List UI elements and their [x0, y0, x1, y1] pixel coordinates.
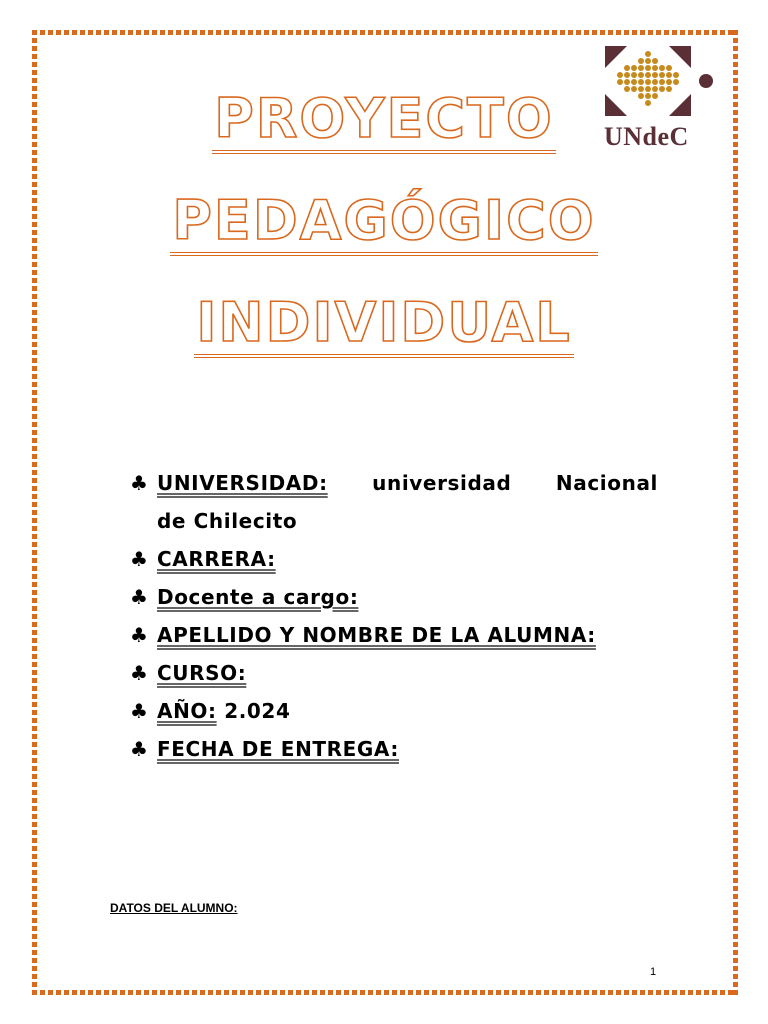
club-bullet-icon: ♣ — [130, 699, 149, 723]
docente-label: Docente a cargo: — [157, 585, 359, 609]
list-item-curso — [130, 654, 658, 692]
list-item-universidad — [130, 464, 658, 540]
universidad-value-line-2: de Chilecito — [157, 509, 298, 533]
universidad-value-word-2: Nacional — [555, 471, 658, 495]
datos-alumno-heading: DATOS DEL ALUMNO: — [110, 901, 238, 915]
title-line-2: PEDAGÓGICO — [0, 194, 768, 256]
club-bullet-icon: ♣ — [130, 737, 149, 761]
alumna-label: APELLIDO Y NOMBRE DE LA ALUMNA: — [157, 623, 596, 647]
info-list — [130, 464, 658, 768]
curso-label: CURSO: — [157, 661, 247, 685]
club-bullet-icon: ♣ — [130, 585, 149, 609]
club-bullet-icon: ♣ — [130, 547, 149, 571]
list-item-fecha — [130, 730, 658, 768]
page-border-right — [733, 30, 738, 995]
page-border-top — [32, 30, 738, 35]
universidad-label: UNIVERSIDAD: — [157, 471, 328, 495]
list-item-carrera — [130, 540, 658, 578]
fecha-label: FECHA DE ENTREGA: — [157, 737, 399, 761]
list-item-docente — [130, 578, 658, 616]
anio-value: 2.024 — [224, 699, 291, 723]
title-line-1: PROYECTO — [0, 92, 768, 154]
title-line-3: INDIVIDUAL — [0, 296, 768, 358]
club-bullet-icon: ♣ — [130, 623, 149, 647]
anio-label: AÑO: — [157, 699, 217, 723]
list-item-alumna — [130, 616, 658, 654]
club-bullet-icon: ♣ — [130, 471, 149, 495]
club-bullet-icon: ♣ — [130, 661, 149, 685]
universidad-value-word-1: universidad — [372, 471, 512, 495]
page-border-left — [32, 30, 37, 995]
carrera-label: CARRERA: — [157, 547, 276, 571]
list-item-anio — [130, 692, 658, 730]
logo-text: UNdeC — [604, 122, 689, 151]
page-number: 1 — [650, 966, 657, 978]
page-border-bottom — [32, 990, 738, 995]
